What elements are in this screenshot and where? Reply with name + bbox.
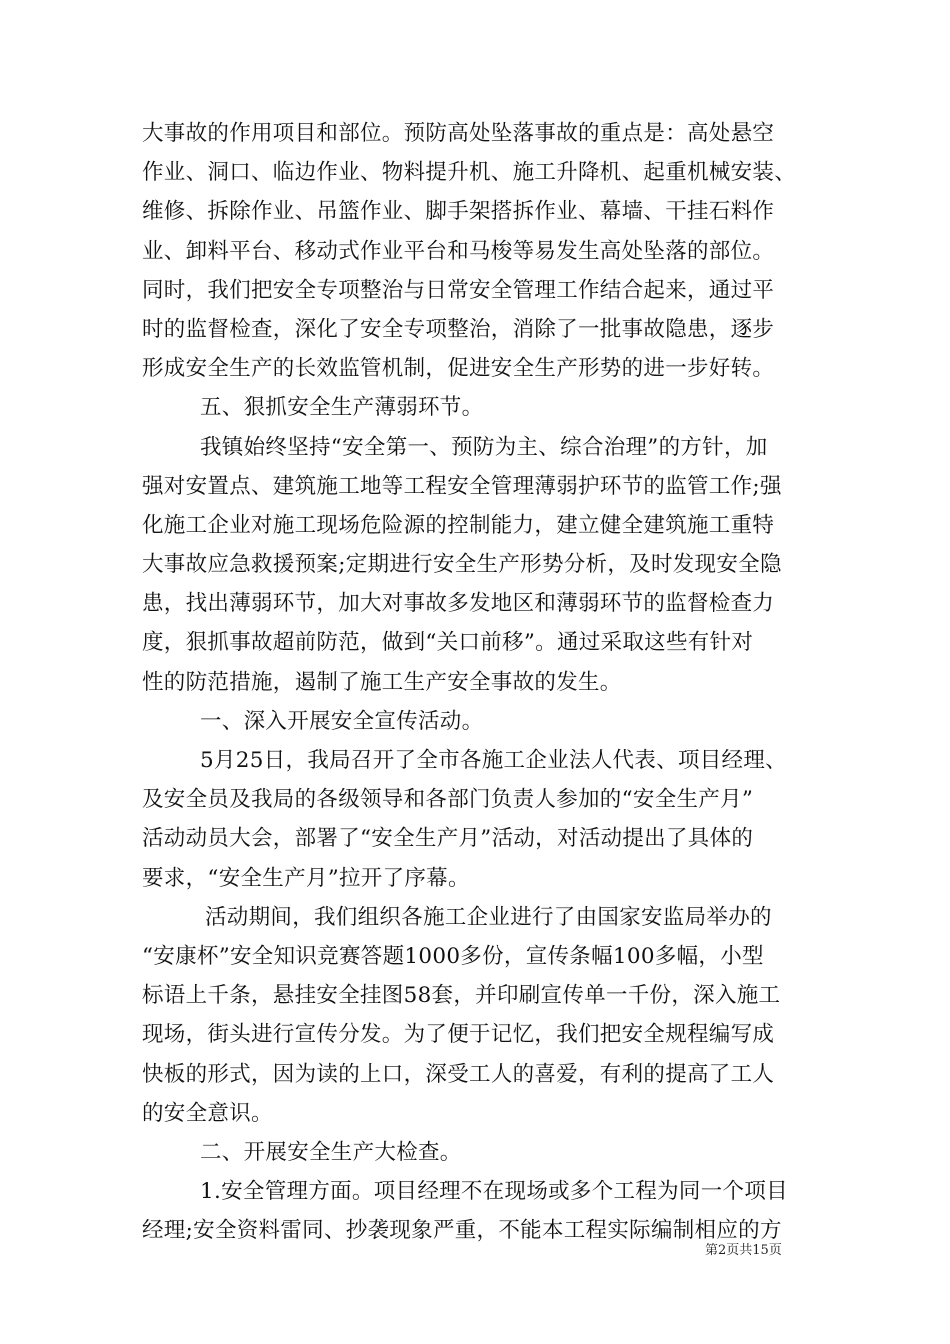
text-line: 同时，我们把安全专项整治与日常安全管理工作结合起来，通过平 <box>142 277 775 303</box>
text-line: 时的监督检查，深化了安全专项整治，消除了一批事故隐患，逐步 <box>142 316 775 342</box>
text-line: 快板的形式，因为读的上口，深受工人的喜爱，有利的提高了工人 <box>142 1061 775 1087</box>
text-line: “安康杯”安全知识竞赛答题1000多份，宣传条幅100多幅，小型 <box>142 943 764 969</box>
text-line: 大事故应急救援预案;定期进行安全生产形势分析，及时发现安全隐 <box>142 552 782 578</box>
text-line: 形成安全生产的长效监管机制，促进安全生产形势的进一步好转。 <box>142 356 775 382</box>
paragraph-start: 我镇始终坚持“安全第一、预防为主、综合治理”的方针，加 <box>200 434 768 460</box>
section-heading: 二、开展安全生产大检查。 <box>200 1139 462 1165</box>
paragraph-start: 活动期间，我们组织各施工企业进行了由国家安监局举办的 <box>205 904 772 930</box>
section-heading: 五、狠抓安全生产薄弱环节。 <box>200 395 484 421</box>
text-line: 强对安置点、建筑施工地等工程安全管理薄弱护环节的监管工作;强 <box>142 473 782 499</box>
section-heading: 一、深入开展安全宣传活动。 <box>200 708 484 734</box>
document-body <box>142 114 810 1250</box>
text-line: 度，狠抓事故超前防范，做到“关口前移”。通过采取这些有针对 <box>142 630 754 656</box>
paragraph-start: 5月25日，我局召开了全市各施工企业法人代表、项目经理、 <box>200 748 787 773</box>
page-number: 第2页共15页 <box>705 1243 782 1258</box>
text-line: 性的防范措施，遏制了施工生产安全事故的发生。 <box>142 669 622 695</box>
text-line: 大事故的作用项目和部位。预防高处坠落事故的重点是：高处悬空 <box>142 121 775 146</box>
text-line: 作业、洞口、临边作业、物料提升机、施工升降机、起重机械安装、 <box>142 160 797 186</box>
text-line: 维修、拆除作业、吊篮作业、脚手架搭拆作业、幕墙、干挂石料作 <box>142 199 775 225</box>
text-line: 及安全员及我局的各级领导和各部门负责人参加的“安全生产月” <box>142 787 754 813</box>
text-line: 要求，“安全生产月”拉开了序幕。 <box>142 865 470 891</box>
text-line: 的安全意识。 <box>142 1100 273 1126</box>
text-line: 患，找出薄弱环节，加大对事故多发地区和薄弱环节的监督检查力 <box>142 591 775 617</box>
text-line: 标语上千条，悬挂安全挂图58套，并印刷宣传单一千份，深入施工 <box>142 983 781 1009</box>
paragraph-start: 1.安全管理方面。项目经理不在现场或多个工程为同一个项目 <box>200 1179 788 1205</box>
text-line: 化施工企业对施工现场危险源的控制能力，建立健全建筑施工重特 <box>142 512 775 538</box>
text-line: 业、卸料平台、移动式作业平台和马梭等易发生高处坠落的部位。 <box>142 238 775 264</box>
text-line: 经理;安全资料雷同、抄袭现象严重，不能本工程实际编制相应的方 <box>142 1218 782 1244</box>
text-line: 活动动员大会，部署了“安全生产月”活动，对活动提出了具体的 <box>142 826 754 852</box>
text-line: 现场，街头进行宣传分发。为了便于记忆，我们把安全规程编写成 <box>142 1022 775 1048</box>
